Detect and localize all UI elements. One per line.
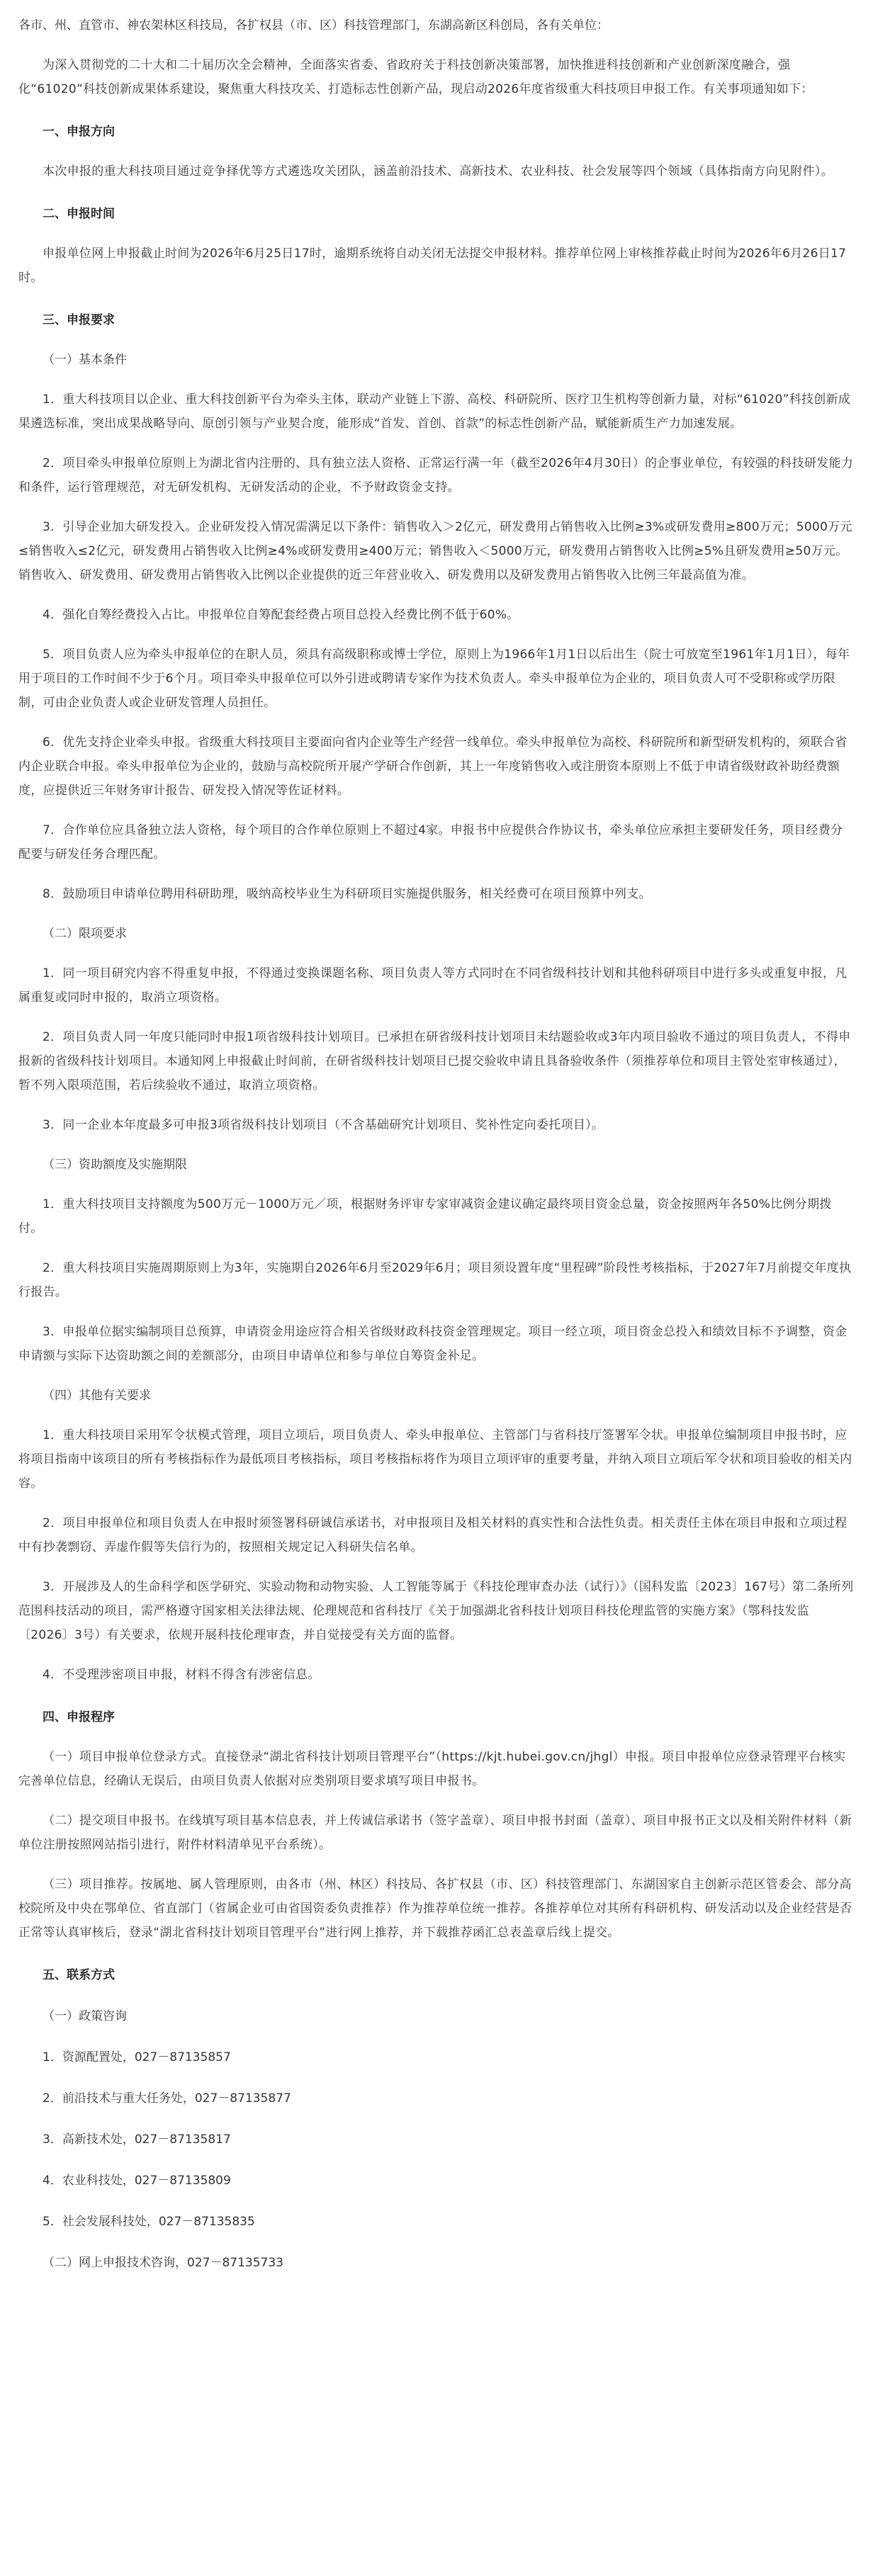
contact-item: 3．高新技术处，027－87135817 xyxy=(43,2132,231,2147)
notice-document xyxy=(18,0,855,2275)
basic-condition-item: 6．优先支持企业牵头申报。省级重大科技项目主要面向省内企业等生产经营一线单位。牵头申报单位为高校、科研院所和新型研发机构的，须联合省内企业联合申报。牵头申报单位为企业的，鼓励与高校院所开展产学研合作创新，其上一年度销售收入或注册资本原则上不低于申请省级财政补助经费额度，应提供近三年财务审计报告、研发投入情况等佐证材料。 xyxy=(18,735,847,798)
direction-paragraph: 本次申报的重大科技项目通过竞争择优等方式遴选攻关团队，涵盖前沿技术、高新技术、农业科技、社会发展等四个领域（具体指南方向见附件）。 xyxy=(43,164,833,179)
subheading-funding: （三）资助额度及实施期限 xyxy=(43,1158,187,1172)
contact-item: 5．社会发展科技处，027－87135835 xyxy=(43,2215,255,2229)
tech-support-contact: （二）网上申报技术咨询，027－87135733 xyxy=(43,2256,283,2270)
basic-condition-item: 3．引导企业加大研发投入。企业研发投入情况需满足以下条件：销售收入＞2亿元，研发费用占销售收入比例≥3%或研发费用≥800万元；5000万元≤销售收入≤2亿元，研发费用占销售收入比例≥4%或研发费用≥400万元；销售收入＜5000万元，研发费用占销售收入比例≥5%且研发费用≥50万元。销售收入、研发费用、研发费用占销售收入比例以企业提供的近三年营业收入、研发费用以及研发费用占销售收入比例三年最高值为准。 xyxy=(18,520,852,582)
other-requirement-item: 2．项目申报单位和项目负责人在申报时须签署科研诚信承诺书，对申报项目及相关材料的真实性和合法性负责。相关责任主体在项目申报和立项过程中有抄袭剽窃、弄虚作假等失信行为的，按照相关规定记入科研失信名单。 xyxy=(18,1516,847,1554)
basic-condition-item: 4．强化自筹经费投入占比。申报单位自筹配套经费占项目总投入经费比例不低于60%。 xyxy=(43,608,519,622)
other-requirement-item: 4．不受理涉密项目申报，材料不得含有涉密信息。 xyxy=(43,1668,320,1682)
contact-item: 1．资源配置处，027－87135857 xyxy=(43,2050,231,2064)
procedure-item: （三）项目推荐。按属地、属人管理原则，由各市（州、林区）科技局、各扩权县（市、区）科技管理部门、东湖国家自主创新示范区管委会、部分高校院所及中央在鄂单位、省直部门（省属企业可由省国资委负责推荐）作为推荐单位统一推荐。各推荐单位对其所有科研机构、研发活动以及企业经营是否正常等认真审核后，登录“湖北省科技计划项目管理平台”进行网上推荐，并下载推荐函汇总表盖章后线上提交。 xyxy=(18,1877,852,1940)
other-requirement-item: 3．开展涉及人的生命科学和医学研究、实验动物和动物实验、人工智能等属于《科技伦理审查办法（试行）》（国科发监〔2023〕167号）第二条所列范围科技活动的项目，需严格遵守国家相关法律法规、伦理规范和省科技厅《关于加强湖北省科技计划项目科技伦理监管的实施方案》（鄂科技发监〔2026〕3号）有关要求，依规开展科技伦理审查，并自觉接受有关方面的监督。 xyxy=(18,1580,854,1642)
subheading-policy-consult: （一）政策咨询 xyxy=(43,2009,127,2023)
contact-item: 4．农业科技处，027－87135809 xyxy=(43,2174,231,2188)
subheading-limit-requirements: （二）限项要求 xyxy=(43,927,127,941)
section-heading-procedure: 四、申报程序 xyxy=(43,1710,115,1724)
section-heading-direction: 一、申报方向 xyxy=(43,125,115,139)
limit-requirement-item: 2．项目负责人同一年度只能同时申报1项省级科技计划项目。已承担在研省级科技计划项目未结题验收或3年内项目验收不通过的项目负责人，不得申报新的省级科技计划项目。本通知网上申报截止时间前，在研省级科技计划项目已提交验收申请且具备验收条件（须推荐单位和项目主管处室审核通过），暂不列入限项范围，若后续验收不通过，取消立项资格。 xyxy=(18,1030,851,1092)
limit-requirement-item: 1．同一项目研究内容不得重复申报，不得通过变换课题名称、项目负责人等方式同时在不同省级科技计划和其他科研项目中进行多头或重复申报，凡属重复或同时申报的，取消立项资格。 xyxy=(18,966,847,1005)
funding-item: 2．重大科技项目实施周期原则上为3年，实施期自2026年6月至2029年6月；项目须设置年度“里程碑”阶段性考核指标，于2027年7月前提交年度执行报告。 xyxy=(18,1261,852,1299)
basic-condition-item: 7．合作单位应具备独立法人资格，每个项目的合作单位原则上不超过4家。申报书中应提供合作协议书，牵头单位应承担主要研发任务，项目经费分配要与研发任务合理匹配。 xyxy=(18,823,843,862)
procedure-item: （二）提交项目申报书。在线填写项目基本信息表，并上传诚信承诺书（签字盖章）、项目申报书封面（盖章）、项目申报书正文以及相关附件材料（新单位注册按照网站指引进行，附件材料清单见平台系统）。 xyxy=(18,1814,852,1852)
section-heading-contact: 五、联系方式 xyxy=(43,1968,115,1982)
subheading-other-requirements: （四）其他有关要求 xyxy=(43,1389,151,1403)
intro-paragraph: 为深入贯彻党的二十大和二十届历次全会精神，全面落实省委、省政府关于科技创新决策部署，加快推进科技创新和产业创新深度融合，强化“61020”科技创新成果体系建设，聚焦重大科技攻关、打造标志性创新产品，现启动2026年度省级重大科技项目申报工作。有关事项通知如下： xyxy=(18,58,813,96)
basic-condition-item: 1．重大科技项目以企业、重大科技创新平台为牵头主体，联动产业链上下游、高校、科研院所、医疗卫生机构等创新力量，对标“61020”科技创新成果遴选标准，突出成果战略导向、原创引领与产业契合度，能形成“首发、首创、首款”的标志性创新产品，赋能新质生产力加速发展。 xyxy=(18,392,851,431)
section-heading-time: 二、申报时间 xyxy=(43,207,115,221)
funding-item: 1．重大科技项目支持额度为500万元－1000万元／项，根据财务评审专家审减资金建议确定最终项目资金总量，资金按照两年各50%比例分期拨付。 xyxy=(18,1197,832,1236)
subheading-basic-conditions: （一）基本条件 xyxy=(43,353,127,367)
salutation: 各市、州、直管市、神农架林区科技局，各扩权县（市、区）科技管理部门，东湖高新区科创局，各有关单位： xyxy=(18,18,609,33)
contact-item: 2．前沿技术与重大任务处，027－87135877 xyxy=(43,2091,291,2106)
basic-condition-item: 2．项目牵头申报单位原则上为湖北省内注册的、具有独立法人资格、正常运行满一年（截至2026年4月30日）的企事业单位，有较强的科技研发能力和条件，运行管理规范，对无研发机构、无研发活动的企业，不予财政资金支持。 xyxy=(18,456,854,495)
funding-item: 3．申报单位据实编制项目总预算，申请资金用途应符合相关省级财政科技资金管理规定。项目一经立项，项目资金总投入和绩效目标不予调整，资金申请额与实际下达资助额之间的差额部分，由项目申请单位和参与单位自筹资金补足。 xyxy=(18,1325,847,1363)
limit-requirement-item: 3．同一企业本年度最多可申报3项省级科技计划项目（不含基础研究计划项目、奖补性定向委托项目）。 xyxy=(43,1118,604,1132)
basic-condition-item: 8．鼓励项目申请单位聘用科研助理，吸纳高校毕业生为科研项目实施提供服务，相关经费可在项目预算中列支。 xyxy=(43,887,651,901)
other-requirement-item: 1．重大科技项目采用军令状模式管理，项目立项后，项目负责人、牵头申报单位、主管部门与省科技厅签署军令状。申报单位编制项目申报书时，应将项目指南中该项目的所有考核指标作为最低项目考核指标，项目考核指标将作为项目立项评审的重要考量，并纳入项目立项后军令状和项目验收的相关内容。 xyxy=(18,1428,852,1491)
section-heading-requirements: 三、申报要求 xyxy=(43,313,115,327)
procedure-item: （一）项目申报单位登录方式。直接登录“湖北省科技计划项目管理平台”（https://kjt.hubei.gov.cn/jhgl）申报。项目申报单位应登录管理平台核实完善单位信息，经确认无误后，由项目负责人依据对应类别项目要求填写项目申报书。 xyxy=(18,1750,846,1788)
time-paragraph: 申报单位网上申报截止时间为2026年6月25日17时，逾期系统将自动关闭无法提交申报材料。推荐单位网上审核推荐截止时间为2026年6月26日17时。 xyxy=(18,247,847,285)
basic-condition-item: 5．项目负责人应为牵头申报单位的在职人员，须具有高级职称或博士学位，原则上为1966年1月1日以后出生（院士可放宽至1961年1月1日），每年用于项目的工作时间不少于6个月。项目牵头申报单位可以外引进或聘请专家作为技术负责人。牵头申报单位为企业的，项目负责人可不受职称或学历限制，可由企业负责人或企业研发管理人员担任。 xyxy=(18,648,850,710)
